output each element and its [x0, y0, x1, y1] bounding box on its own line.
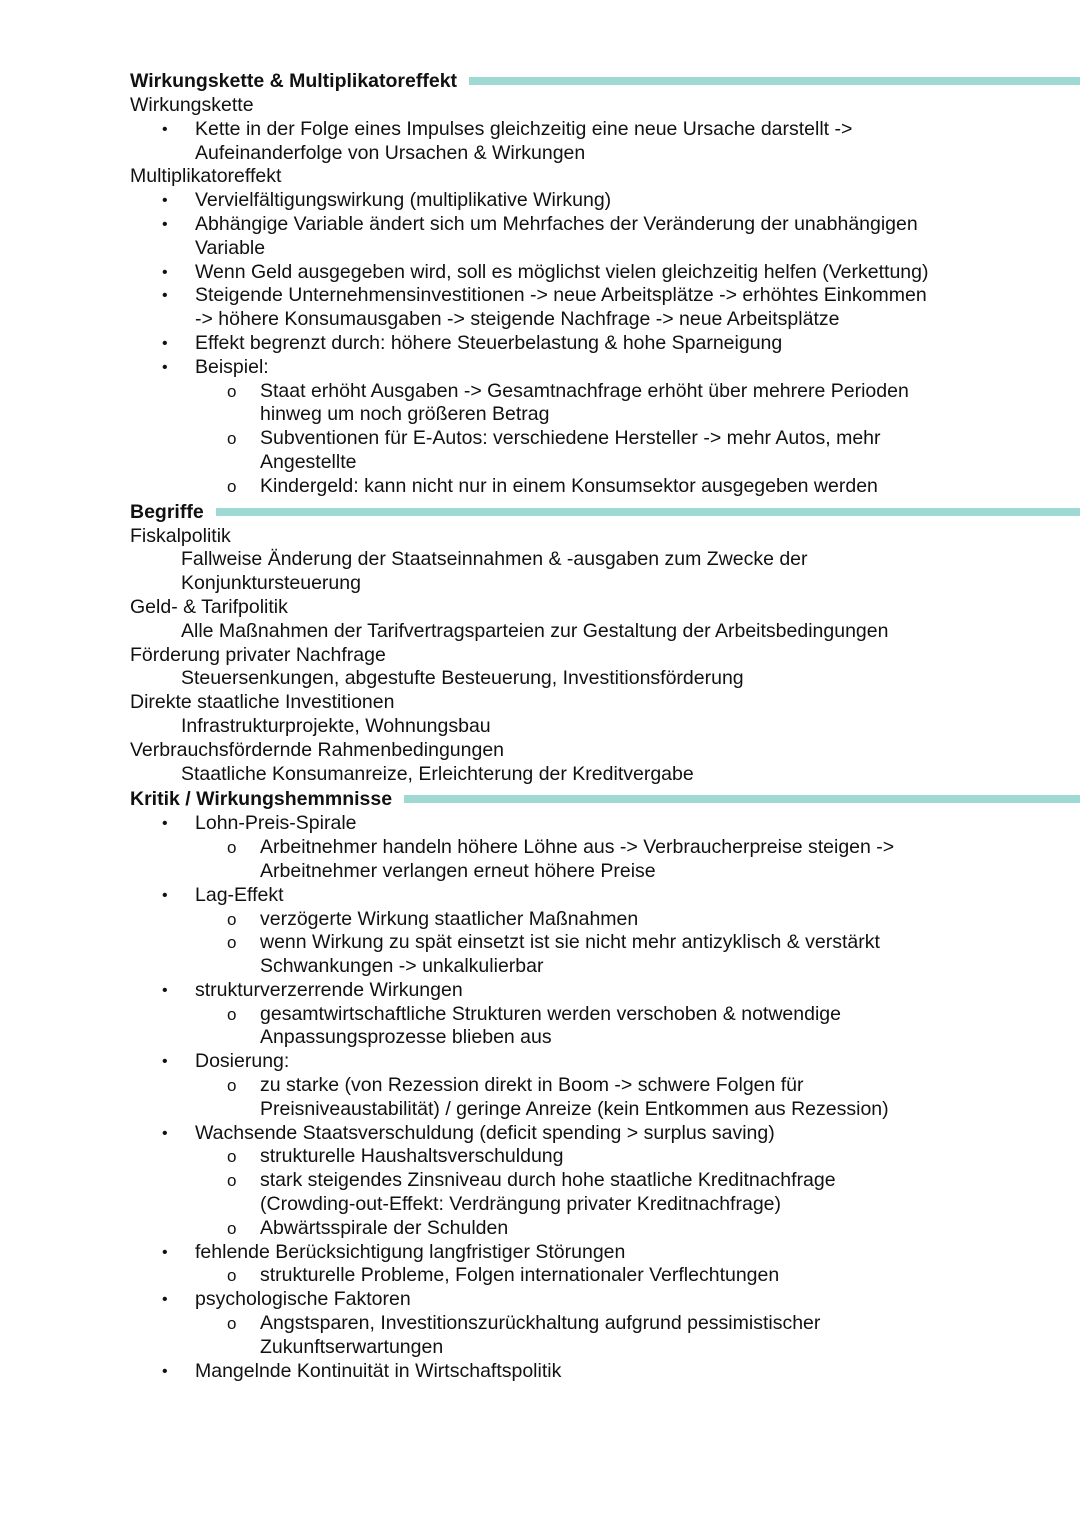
bullet-item — [130, 284, 1080, 308]
section-heading-row — [130, 786, 1080, 812]
section-0 — [130, 68, 1080, 499]
sub-bullet-item — [130, 1003, 1080, 1027]
line-text: Alle Maßnahmen der Tarifvertragsparteien zur Gestaltung der Arbeitsbedingungen — [181, 619, 889, 642]
sub-bullet-item — [130, 860, 1080, 884]
section-rule — [216, 508, 1080, 516]
bullet-dot-icon: • — [162, 120, 168, 138]
line-text: Steuersenkungen, abgestufte Besteuerung, Investitionsförderung — [181, 667, 744, 690]
circle-bullet-icon: o — [227, 1147, 237, 1167]
bullet-dot-icon: • — [162, 981, 168, 999]
circle-bullet-icon: o — [227, 1076, 237, 1096]
bullet-item — [130, 118, 1080, 142]
sub-bullet-item — [130, 1217, 1080, 1241]
line-text: Dosierung: — [195, 1050, 290, 1073]
circle-bullet-icon: o — [227, 1004, 237, 1024]
circle-bullet-icon: o — [227, 429, 237, 449]
bullet-item — [130, 308, 1080, 332]
sub-bullet-item — [130, 1193, 1080, 1217]
bullet-item — [130, 332, 1080, 356]
definition-text — [130, 667, 1080, 691]
line-text: Wenn Geld ausgegeben wird, soll es möglichst vielen gleichzeitig helfen (Verkettung) — [195, 260, 929, 283]
circle-bullet-icon: o — [227, 1314, 237, 1334]
bullet-dot-icon: • — [162, 815, 168, 833]
line-text: Arbeitnehmer handeln höhere Löhne aus -> Verbraucherpreise steigen -> — [260, 836, 895, 859]
line-text: gesamtwirtschaftliche Strukturen werden verschoben & notwendige — [260, 1002, 841, 1025]
line-text: wenn Wirkung zu spät einsetzt ist sie nicht mehr antizyklisch & verstärkt — [260, 931, 880, 954]
line-text: Lag-Effekt — [195, 883, 284, 906]
section-rule — [469, 77, 1080, 85]
sub-bullet-item — [130, 380, 1080, 404]
section-heading: Begriffe — [130, 499, 216, 525]
line-text: Kette in der Folge eines Impulses gleichzeitig eine neue Ursache darstellt -> — [195, 117, 853, 140]
definition-text — [130, 620, 1080, 644]
definition-text — [130, 763, 1080, 787]
line-text: Konjunktursteuerung — [181, 572, 361, 595]
bullet-item — [130, 1360, 1080, 1384]
line-text: psychologische Faktoren — [195, 1288, 411, 1311]
line-text: Beispiel: — [195, 355, 269, 378]
bullet-dot-icon: • — [162, 334, 168, 352]
bullet-dot-icon: • — [162, 215, 168, 233]
sub-bullet-item — [130, 1098, 1080, 1122]
sub-bullet-item — [130, 1074, 1080, 1098]
section-heading-row — [130, 499, 1080, 525]
sub-bullet-item — [130, 1026, 1080, 1050]
section-heading: Kritik / Wirkungshemmnisse — [130, 786, 404, 812]
sub-bullet-item — [130, 1145, 1080, 1169]
section-rule — [404, 795, 1080, 803]
line-text: (Crowding-out-Effekt: Verdrängung privater Kreditnachfrage) — [260, 1193, 781, 1216]
section-heading: Wirkungskette & Multiplikatoreffekt — [130, 68, 469, 94]
line-text: Subventionen für E-Autos: verschiedene Hersteller -> mehr Autos, mehr — [260, 427, 881, 450]
circle-bullet-icon: o — [227, 838, 237, 858]
line-text: Kindergeld: kann nicht nur in einem Konsumsektor ausgegeben werden — [260, 474, 878, 497]
sub-bullet-item — [130, 1336, 1080, 1360]
line-text: strukturelle Probleme, Folgen internationaler Verflechtungen — [260, 1264, 780, 1287]
circle-bullet-icon: o — [227, 1266, 237, 1286]
line-text: Lohn-Preis-Spirale — [195, 812, 357, 835]
term-label: Fiskalpolitik — [130, 524, 231, 547]
bullet-item — [130, 884, 1080, 908]
line-text: Zukunftserwartungen — [260, 1335, 444, 1358]
bullet-item — [130, 1288, 1080, 1312]
line-text: Angstsparen, Investitionszurückhaltung aufgrund pessimistischer — [260, 1312, 821, 1335]
sub-bullet-item — [130, 1169, 1080, 1193]
line-text: Angestellte — [260, 450, 357, 473]
bullet-item — [130, 1241, 1080, 1265]
term-label: Wirkungskette — [130, 94, 254, 116]
line-text: Anpassungsprozesse blieben aus — [260, 1026, 552, 1049]
bullet-dot-icon: • — [162, 1291, 168, 1309]
document-page — [130, 68, 1080, 1383]
line-text: Arbeitnehmer verlangen erneut höhere Preise — [260, 859, 656, 882]
bullet-dot-icon: • — [162, 1124, 168, 1142]
term-label: Verbrauchsfördernde Rahmenbedingungen — [130, 738, 505, 761]
bullet-item — [130, 189, 1080, 213]
sub-bullet-item — [130, 451, 1080, 475]
definition-text — [130, 572, 1080, 596]
line-text: Variable — [195, 236, 266, 259]
bullet-item — [130, 356, 1080, 380]
sub-bullet-item — [130, 475, 1080, 499]
bullet-dot-icon: • — [162, 1053, 168, 1071]
line-text: hinweg um noch größeren Betrag — [260, 403, 550, 426]
line-text: stark steigendes Zinsniveau durch hohe staatliche Kreditnachfrage — [260, 1169, 836, 1192]
line-text: Staat erhöht Ausgaben -> Gesamtnachfrage erhöht über mehrere Perioden — [260, 379, 909, 402]
circle-bullet-icon: o — [227, 933, 237, 953]
line-text: Vervielfältigungswirkung (multiplikative Wirkung) — [195, 189, 612, 212]
bullet-item — [130, 213, 1080, 237]
line-text: Fallweise Änderung der Staatseinnahmen & -ausgaben zum Zwecke der — [181, 548, 808, 571]
term-label: Direkte staatliche Investitionen — [130, 691, 395, 714]
bullet-dot-icon: • — [162, 358, 168, 376]
circle-bullet-icon: o — [227, 476, 237, 496]
line-text: Staatliche Konsumanreize, Erleichterung der Kreditvergabe — [181, 762, 694, 785]
line-text: Preisniveaustabilität) / geringe Anreize (kein Entkommen aus Rezession) — [260, 1097, 889, 1120]
line-text: strukturverzerrende Wirkungen — [195, 978, 463, 1001]
bullet-item — [130, 812, 1080, 836]
line-text: Steigende Unternehmensinvestitionen -> neue Arbeitsplätze -> erhöhtes Einkommen — [195, 284, 927, 307]
line-text: Abhängige Variable ändert sich um Mehrfaches der Veränderung der unabhängigen — [195, 212, 918, 235]
section-1 — [130, 499, 1080, 787]
bullet-item — [130, 1050, 1080, 1074]
line-text: verzögerte Wirkung staatlicher Maßnahmen — [260, 907, 639, 930]
sub-bullet-item — [130, 931, 1080, 955]
line-text: Effekt begrenzt durch: höhere Steuerbelastung & hohe Sparneigung — [195, 331, 783, 354]
sub-bullet-item — [130, 908, 1080, 932]
sub-bullet-item — [130, 1312, 1080, 1336]
bullet-dot-icon: • — [162, 263, 168, 281]
line-text: Infrastrukturprojekte, Wohnungsbau — [181, 714, 491, 737]
circle-bullet-icon: o — [227, 1171, 237, 1191]
bullet-dot-icon: • — [162, 192, 168, 210]
section-heading-row — [130, 68, 1080, 94]
line-text: Abwärtsspirale der Schulden — [260, 1216, 509, 1239]
sub-bullet-item — [130, 836, 1080, 860]
line-text: Schwankungen -> unkalkulierbar — [260, 955, 544, 978]
sub-bullet-item — [130, 427, 1080, 451]
line-text: zu starke (von Rezession direkt in Boom -> schwere Folgen für — [260, 1074, 804, 1097]
term-label: Multiplikatoreffekt — [130, 165, 282, 188]
bullet-dot-icon: • — [162, 287, 168, 305]
line-text: strukturelle Haushaltsverschuldung — [260, 1145, 564, 1168]
sub-bullet-item — [130, 955, 1080, 979]
sub-bullet-item — [130, 403, 1080, 427]
line-text: fehlende Berücksichtigung langfristiger Störungen — [195, 1240, 626, 1263]
bullet-dot-icon: • — [162, 886, 168, 904]
bullet-dot-icon: • — [162, 1362, 168, 1380]
bullet-item — [130, 1122, 1080, 1146]
term-label: Geld- & Tarifpolitik — [130, 595, 288, 618]
definition-text — [130, 548, 1080, 572]
line-text: Mangelnde Kontinuität in Wirtschaftspolitik — [195, 1359, 562, 1382]
bullet-dot-icon: • — [162, 1243, 168, 1261]
line-text: Aufeinanderfolge von Ursachen & Wirkungen — [195, 141, 586, 164]
bullet-item — [130, 237, 1080, 261]
line-text: Wachsende Staatsverschuldung (deficit spending > surplus saving) — [195, 1121, 775, 1144]
section-2 — [130, 786, 1080, 1383]
sub-bullet-item — [130, 1264, 1080, 1288]
term-label: Förderung privater Nachfrage — [130, 643, 386, 666]
definition-text — [130, 715, 1080, 739]
bullet-item — [130, 261, 1080, 285]
bullet-item — [130, 142, 1080, 166]
line-text: -> höhere Konsumausgaben -> steigende Nachfrage -> neue Arbeitsplätze — [195, 308, 840, 331]
circle-bullet-icon: o — [227, 909, 237, 929]
circle-bullet-icon: o — [227, 381, 237, 401]
bullet-item — [130, 979, 1080, 1003]
circle-bullet-icon: o — [227, 1218, 237, 1238]
